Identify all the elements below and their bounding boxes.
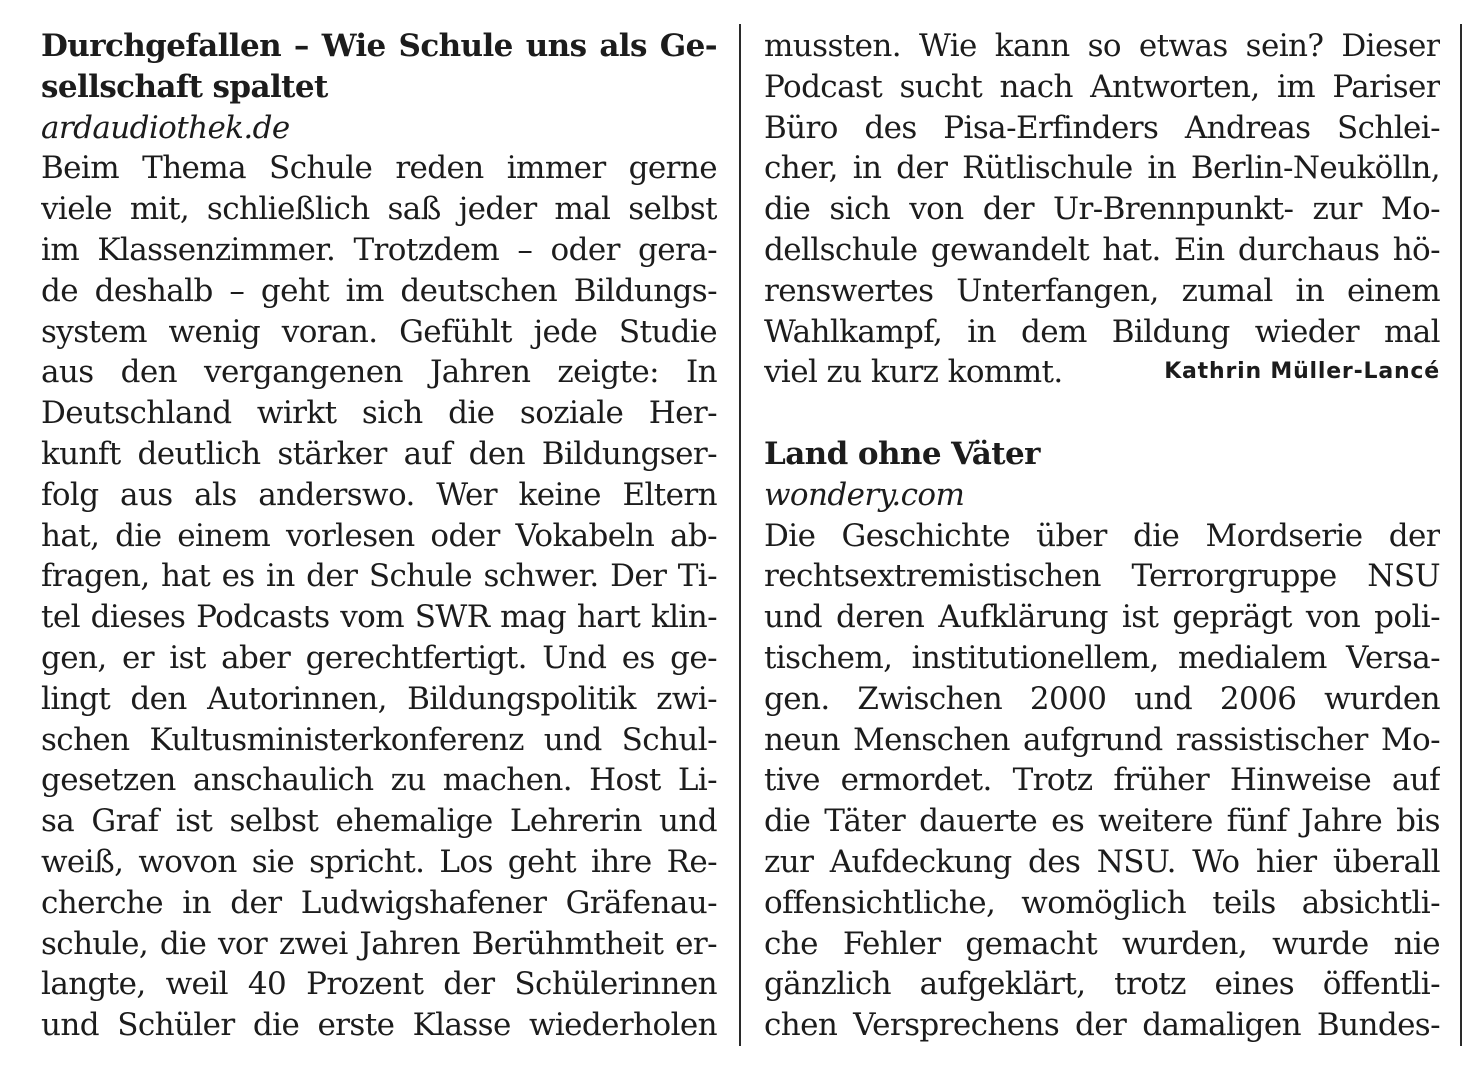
article-1-final-line (764, 352, 1440, 393)
article-1-body-line: Wahlkampf, in dem Bildung wieder mal (764, 313, 1440, 350)
article-2-body-line: die Täter dauerte es weitere fünf Jahre bis (764, 803, 1440, 840)
article-1-body-line: cherche in der Ludwigshafener Gräfenau- (41, 884, 717, 921)
article-2-body-line: tischem, institutionellem, medialem Versa- (764, 639, 1440, 676)
article-1-body-line: viele mit, schließlich saß jeder mal selbst (41, 191, 717, 228)
article-2-body-line: offensichtliche, womöglich teils absichtli- (764, 884, 1440, 921)
article-1-body-line: renswertes Unterfangen, zumal in einem (764, 272, 1440, 309)
article-1-body-line: Deutschland wirkt sich die soziale Her- (41, 395, 717, 432)
article-1-body-line: folg aus als anderswo. Wer keine Eltern (41, 476, 717, 513)
article-1-body-line: Beim Thema Schule reden immer gerne (41, 150, 717, 187)
article-2-body-line: gen. Zwischen 2000 und 2006 wurden (764, 680, 1440, 717)
article-1-body-line: Podcast sucht nach Antworten, im Pariser (764, 68, 1440, 105)
article-2-body-line: Die Geschichte über die Mordserie der (764, 517, 1440, 554)
article-1-title-line-2: sellschaft spaltet (41, 68, 328, 105)
article-1-body-line: und Schüler die erste Klasse wiederholen (41, 1007, 717, 1044)
article-1-body-line: die sich von der Ur-Brennpunkt- zur Mo- (764, 191, 1440, 228)
article-1-body-line: lingt den Autorinnen, Bildungspolitik zwi- (41, 680, 717, 717)
article-1-body-line: system wenig voran. Gefühlt jede Studie (41, 313, 717, 350)
column-divider (739, 24, 741, 1046)
right-column (764, 26, 1440, 1046)
article-spacer (764, 393, 1440, 434)
article-1-body-line: viel zu kurz kommt. (764, 354, 1063, 391)
article-1-body-line: mussten. Wie kann so etwas sein? Dieser (764, 28, 1440, 64)
article-1-author: Kathrin Müller-Lancé (1164, 359, 1440, 385)
article-1-body-line: aus den vergangenen Jahren zeigte: In (41, 354, 717, 391)
article-2-body-line: gänzlich aufgeklärt, trotz eines öffentli- (764, 966, 1440, 1003)
right-edge-rule (1460, 24, 1462, 1046)
article-2-body-line: neun Menschen aufgrund rassistischer Mo- (764, 721, 1440, 758)
article-1-body-line: fragen, hat es in der Schule schwer. Der Ti- (41, 558, 717, 595)
article-1-source: ardaudiothek.de (41, 109, 290, 146)
article-2-body-line: che Fehler gemacht wurden, wurde nie (764, 925, 1440, 962)
article-2-body-line: und deren Aufklärung ist geprägt von poli- (764, 599, 1440, 636)
article-2-body-line: tive ermordet. Trotz früher Hinweise auf (764, 762, 1440, 799)
article-1-title-line-1: Durchgefallen – Wie Schule uns als Ge- (41, 28, 717, 64)
article-1-body-line: gen, er ist aber gerechtfertigt. Und es ge- (41, 639, 717, 676)
article-1-body-line: im Klassenzimmer. Trotzdem – oder gera- (41, 231, 717, 268)
article-1-body-line: Büro des Pisa-Erfinders Andreas Schlei- (764, 109, 1440, 146)
article-1-body-line: hat, die einem vorlesen oder Vokabeln ab- (41, 517, 717, 554)
article-1-body-line: langte, weil 40 Prozent der Schülerinnen (41, 966, 717, 1003)
article-2-body-line: rechtsextremistischen Terrorgruppe NSU (764, 558, 1440, 595)
article-1-body-line: kunft deutlich stärker auf den Bildungser- (41, 435, 717, 472)
article-2-title: Land ohne Väter (764, 435, 1040, 472)
article-1-body-line: gesetzen anschaulich zu machen. Host Li- (41, 762, 717, 799)
article-1-body-line: cher, in der Rütlischule in Berlin-Neukölln, (764, 150, 1440, 187)
article-1-body-line: sa Graf ist selbst ehemalige Lehrerin und (41, 803, 717, 840)
article-1-body-line: dellschule gewandelt hat. Ein durchaus hö- (764, 231, 1440, 268)
article-1-body-line: tel dieses Podcasts vom SWR mag hart klin- (41, 599, 717, 636)
article-1-body-line: schen Kultusministerkonferenz und Schul- (41, 721, 717, 758)
article-1-body-line: schule, die vor zwei Jahren Berühmtheit er- (41, 925, 717, 962)
article-2-source: wondery.com (764, 476, 965, 513)
article-2-body-line: chen Versprechens der damaligen Bundes- (764, 1007, 1440, 1044)
article-1-body-line: de deshalb – geht im deutschen Bildungs- (41, 272, 717, 309)
article-2-body-line: zur Aufdeckung des NSU. Wo hier überall (764, 843, 1440, 880)
left-column (41, 26, 717, 1046)
article-1-body-line: weiß, wovon sie spricht. Los geht ihre Re- (41, 843, 717, 880)
